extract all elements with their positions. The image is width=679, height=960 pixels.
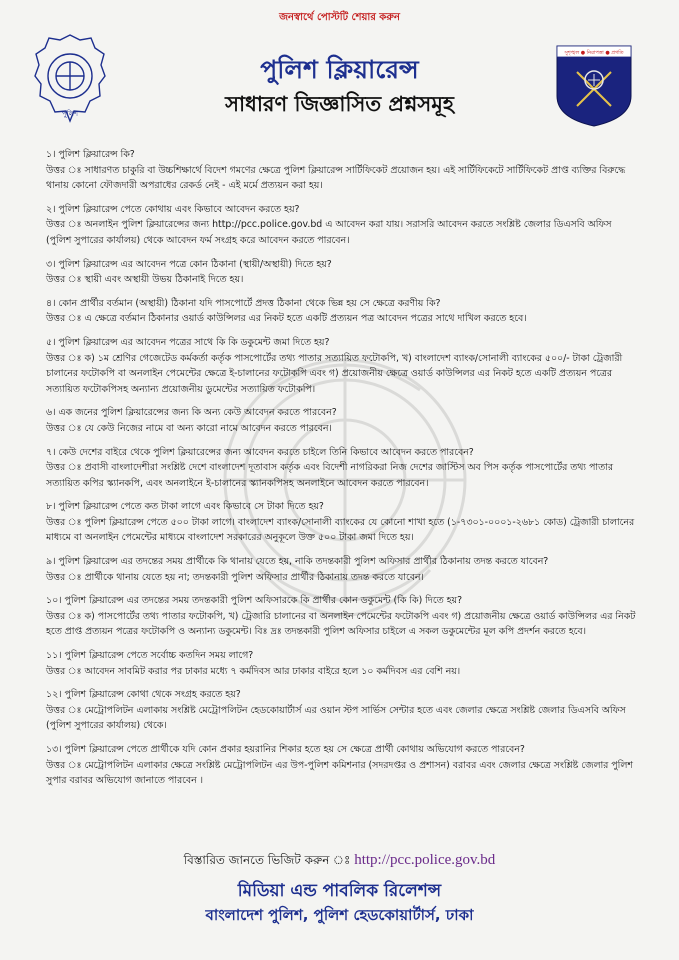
faq-item (46, 202, 636, 249)
faq-item (46, 296, 636, 327)
faq-item (46, 742, 636, 789)
faq-answer: উত্তর ঃ স্থায়ী এবং অস্থায়ী উভয় ঠিকানাই দিতে হয়। (46, 274, 244, 286)
media-relations-label: মিডিয়া এন্ড পাবলিক রিলেশন্স (237, 881, 442, 901)
faq-question: ৬। এক জনের পুলিশ ক্লিয়ারেন্সের জন্য কি অন্য কেউ আবেদন করতে পারবেন? (46, 407, 337, 419)
faq-item (46, 405, 636, 436)
faq-question: ৫। পুলিশ ক্লিয়ারেন্স এর আবেদন পত্রের সাথে কি কি ডকুমেন্ট জমা দিতে হয়? (46, 336, 330, 348)
faq-answer: উত্তর ঃ প্রার্থীকে থানায় যেতে হয় না; তদন্তকারী পুলিশ অফিসার প্রার্থীর ঠিকানায় তদন্ত করতে যাবেন। (46, 571, 424, 583)
faq-question: ১০। পুলিশ ক্লিয়ারেন্স এর তদন্তের সময় তদন্তকারী পুলিশ অফিসারকে কি প্রার্থীর কোন ডকুমেন্ট (কি কি) দিতে হয়? (46, 595, 463, 607)
page-title: পুলিশ ক্লিয়ারেন্স (260, 55, 419, 84)
pcc-website-link[interactable]: http://pcc.police.gov.bd (354, 852, 496, 868)
faq-answer: উত্তর ঃ এ ক্ষেত্রে বর্তমান ঠিকানার ওয়ার্ড কাউন্সিলর এর নিকট হতে একটি প্রত্যয়ন পত্র আবেদন পত্রের সাথে দাখিল করতে হবে। (46, 313, 527, 325)
faq-question: ৯। পুলিশ ক্লিয়ারেন্স এর তদন্তের সময় প্রার্থীকে কি থানায় যেতে হয়, নাকি তদন্তকারী পুলিশ অফিসার প্রার্থীর ঠিকানায় তদন্ত করতে যাবেন? (46, 556, 549, 568)
police-hq-label: বাংলাদেশ পুলিশ, পুলিশ হেডকোয়ার্টার্স, ঢাকা (205, 906, 474, 924)
faq-question: ৮। পুলিশ ক্লিয়ারেন্স পেতে কত টাকা লাগে এবং কিভাবে সে টাকা দিতে হয়? (46, 501, 324, 513)
right-logo-motto: সুশৃঙ্খল ● নিরাপত্তা ● প্রগতি (564, 50, 624, 56)
faq-item (46, 335, 636, 397)
faq-question: ৪। কোন প্রার্থীর বর্তমান (অস্থায়ী) ঠিকানা যদি পাসপোর্টে প্রদত্ত ঠিকানা থেকে ভিন্ন হয় সে ক্ষেত্রে করণীয় কি? (46, 297, 441, 309)
faq-answer: উত্তর ঃ ক) ১ম শ্রেণির গেজেটেড কর্মকর্তা কর্তৃক পাসপোর্টের তথ্য পাতার সত্যায়িত ফটোকপি, খ) বাংলাদেশ ব্যাংক/সোনালী ব্যাংকের ৫০০/- টাকা ট্রেজারী চালানের ফটোকপি বা অনলাইন পেমেন্টের ক্ষেত্রে ই-চালানের ফটোকপি এবং গ) প্রয়োজনীয় ক্ষেত্রে ওয়ার্ড কাউন্সিলর এর নিকট হতে একটি প্রত্যয়ন পত্রের সত্যায়িত ফটোকপিসহ অন্যান্য প্রয়োজনীয় ডুমেন্টের সত্যায়িত ফটোকপি। (46, 352, 623, 395)
visit-line (0, 852, 679, 872)
share-note: জনস্বার্থে পোস্টটি শেয়ার করুন (279, 12, 400, 23)
faq-answer: উত্তর ঃ মেট্রোপলিটন এলাকায় সংশ্লিষ্ট মেট্রোপলিটন হেডকোয়ার্টার্স এর ওয়ান স্টপ সার্ভিস সেন্টার হতে এবং জেলার ক্ষেত্রে সংশ্লিষ্ট জেলার ডিএসবি অফিস (পুলিশ সুপারের কার্যালয়) থেকে। (46, 704, 626, 732)
faq-item (46, 445, 636, 492)
faq-item (46, 554, 636, 585)
visit-label: বিস্তারিত জানতে ভিজিট করুন ঃ (183, 853, 351, 867)
faq-answer: উত্তর ঃ অনলাইন পুলিশ ক্লিয়ারেন্সের জন্য http://pcc.police.gov.bd এ আবেদন করা যায়। সরাসরি আবেদন করতে সংশ্লিষ্ট জেলার ডিএসবি অফিস (পুলিশ সুপারের কার্যালয়) থেকে আবেদন ফর্ম সংগ্রহ করে আবেদন করতে পারবেন। (46, 219, 612, 246)
faq-answer: উত্তর ঃ সাধারণত চাকুরি বা উচ্চশিক্ষার্থে বিদেশ গমণের ক্ষেত্রে পুলিশ ক্লিয়ারেন্স সার্টিফিকেট প্রয়োজন হয়। এই সার্টিফিকেটে সার্টিফিকেট প্রাপ্ত ব্যক্তির বিরুদ্ধে থানায় কোনো ফৌজদারী অপরাধের রেকর্ড নেই - এই মর্মে প্রত্যয়ন করা হয়। (46, 164, 626, 192)
faq-item (46, 648, 636, 679)
faq-answer: উত্তর ঃ প্রবাসী বাংলাদেশীরা সংশ্লিষ্ট দেশে বাংলাদেশ দূতাবাস কর্তৃক এবং বিদেশী নাগরিকরা নিজ দেশের জাস্টিস অব পিস কর্তৃক পাসপোর্টের তথ্য পাতার সত্যায়িত কপির স্ক্যানকপি, এবং অনলাইনে ই-চালানের স্ক্যানকপিসহ অনলাইনে আবেদন করতে পারবেন। (46, 462, 613, 489)
page-subtitle: সাধারণ জিজ্ঞাসিত প্রশ্নসমূহ (225, 92, 454, 116)
faq-item (46, 257, 636, 288)
left-logo-label: পুলিশ (61, 110, 79, 118)
faq-item (46, 499, 636, 546)
faq-answer: উত্তর ঃ মেট্রোপলিটন এলাকার ক্ষেত্রে সংশ্লিষ্ট মেট্রোপলিটন এর উপ-পুলিশ কমিশনার (সদরদপ্তর ও প্রশাসন) বরাবর এবং জেলার ক্ষেত্রে সংশ্লিষ্ট জেলার পুলিশ সুপার বরাবর অভিযোগ জানাতে পারবেন । (46, 759, 633, 787)
faq-item (46, 593, 636, 640)
faq-question: ১২। পুলিশ ক্লিয়ারেন্স কোথা থেকে সংগ্রহ করতে হয়? (46, 689, 241, 701)
faq-question: ১। পুলিশ ক্লিয়ারেন্স কি? (46, 149, 135, 160)
faq-list (46, 147, 636, 797)
faq-question: ২। পুলিশ ক্লিয়ারেন্স পেতে কোথায় এবং কিভাবে আবেদন করতে হয়? (46, 203, 300, 215)
faq-question: ১৩। পুলিশ ক্লিয়ারেন্স পেতে প্রার্থীকে যদি কোন প্রকার হয়রানির শিকার হতে হয় সে ক্ষেত্রে প্রার্থী কোথায় অভিযোগ করতে পারবেন? (46, 744, 525, 755)
faq-question: ১১। পুলিশ ক্লিয়ারেন্স পেতে সর্বোচ্চ কতদিন সময় লাগে? (46, 650, 254, 662)
faq-item (46, 687, 636, 734)
faq-answer: উত্তর ঃ ক) পাসপোর্টের তথ্য পাতার ফটোকপি, খ) ট্রেজারি চালানের বা অনলাইন পেমেন্টের ফটোকপি এবং গ) প্রয়োজনীয় ক্ষেত্রে ওয়ার্ড কাউন্সিলর এর নিকট হতে প্রাপ্ত প্রত্যয়ন পত্রের ফটোকপি ও অন্যান্য ডকুমেন্ট। বিঃ দ্রঃ তদন্তকারী পুলিশ অফিসার চাইলে এ সকল ডকুমেন্টের মূল কপি প্রদর্শন করতে হবে। (46, 610, 636, 638)
faq-answer: উত্তর ঃ যে কেউ নিজের নামে বা অন্য কারো নামে আবেদন করতে পারবেন। (46, 422, 332, 434)
faq-question: ৭। কেউ দেশের বাইরে থেকে পুলিশ ক্লিয়ারেন্সের জন্য আবেদন করতে চাইলে তিনি কিভাবে আবেদন করতে পারবেন? (46, 446, 474, 458)
faq-item (46, 147, 636, 194)
faq-question: ৩। পুলিশ ক্লিয়ারেন্স এর আবেদন পত্রে কোন ঠিকানা (স্থায়ী/অস্থায়ী) দিতে হয়? (46, 258, 332, 270)
faq-answer: উত্তর ঃ পুলিশ ক্লিয়ারেন্স পেতে ৫০০ টাকা লাগে। বাংলাদেশ ব্যাংক/সোনালী ব্যাংকের যে কোনো শাখা হতে (১-৭৩০১-০০০১-২৬৮১ কোড) ট্রেজারী চালানের মাধ্যমে বা অনলাইন পেমেন্টের মাধ্যমে বাংলাদেশ সরকারের অনুকূলে উক্ত ৫০০ টাকা জমা দিতে হয়। (46, 516, 635, 544)
faq-answer: উত্তর ঃ আবেদন সাবমিট করার পর ঢাকার মধ্যে ৭ কর্মদিবস আর ঢাকার বাইরে হলে ১০ কর্মদিবস এর বেশি নয়। (46, 665, 461, 677)
